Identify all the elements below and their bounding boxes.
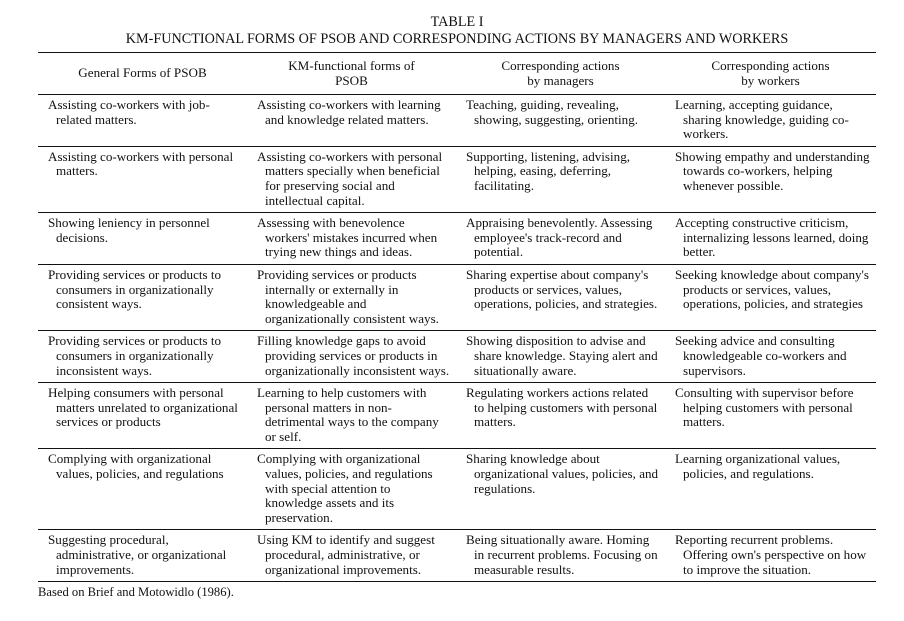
table-cell: Assisting co-workers with personal matters.: [38, 146, 247, 212]
table-cell: Teaching, guiding, revealing, showing, suggesting, orienting.: [456, 95, 665, 147]
table-cell: Helping consumers with personal matters unrelated to organizational services or products: [38, 383, 247, 449]
table-cell: Sharing expertise about company's products or services, values, operations, policies, and strategies.: [456, 264, 665, 330]
table-label: TABLE I: [430, 14, 484, 30]
table-cell: Supporting, listening, advising, helping, easing, deferring, facilitating.: [456, 146, 665, 212]
table-cell: Showing disposition to advise and share knowledge. Staying alert and situationally aware.: [456, 331, 665, 383]
table-cell: Suggesting procedural, administrative, or organizational improvements.: [38, 530, 247, 582]
table-cell: Providing services or products to consumers in organizationally inconsistent ways.: [38, 331, 247, 383]
table-row: [38, 383, 876, 449]
table-cell: Reporting recurrent problems. Offering own's perspective on how to improve the situation.: [665, 530, 876, 582]
table-row: [38, 449, 876, 530]
header-general-forms: General Forms of PSOB: [38, 53, 247, 95]
table-cell: Sharing knowledge about organizational values, policies, and regulations.: [456, 449, 665, 530]
table-cell: Seeking knowledge about company's products or services, values, operations, policies, and strategies: [665, 264, 876, 330]
table-cell: Assisting co-workers with learning and knowledge related matters.: [247, 95, 456, 147]
table-cell: Showing empathy and understanding towards co-workers, helping whenever possible.: [665, 146, 876, 212]
table-row: [38, 331, 876, 383]
table-footnote: Based on Brief and Motowidlo (1986).: [38, 585, 234, 599]
table-cell: Assisting co-workers with job-related matters.: [38, 95, 247, 147]
header-km-functional-forms: KM-functional forms of PSOB: [247, 53, 456, 95]
header-actions-managers: Corresponding actions by managers: [456, 53, 665, 95]
table-caption: [38, 14, 876, 48]
table-cell: Learning organizational values, policies, and regulations.: [665, 449, 876, 530]
table-cell: Learning to help customers with personal matters in non-detrimental ways to the company or self.: [247, 383, 456, 449]
table-row: [38, 95, 876, 147]
table-cell: Regulating workers actions related to helping customers with personal matters.: [456, 383, 665, 449]
table-cell: Appraising benevolently. Assessing employee's track-record and potential.: [456, 213, 665, 265]
table-row: [38, 530, 876, 582]
table-cell: Seeking advice and consulting knowledgeable co-workers and supervisors.: [665, 331, 876, 383]
table-cell: Accepting constructive criticism, internalizing lessons learned, doing better.: [665, 213, 876, 265]
table-cell: Learning, accepting guidance, sharing knowledge, guiding co-workers.: [665, 95, 876, 147]
table-cell: Providing services or products internally or externally in knowledgeable and organizationally consistent ways.: [247, 264, 456, 330]
table-cell: Filling knowledge gaps to avoid providing services or products in organizationally inconsistent ways.: [247, 331, 456, 383]
table-cell: Consulting with supervisor before helping customers with personal matters.: [665, 383, 876, 449]
table-title: KM-FUNCTIONAL FORMS OF PSOB AND CORRESPONDING ACTIONS BY MANAGERS AND WORKERS: [125, 31, 789, 47]
table-cell: Using KM to identify and suggest procedural, administrative, or organizational improvements.: [247, 530, 456, 582]
table-cell: Complying with organizational values, policies, and regulations: [38, 449, 247, 530]
table-cell: Assisting co-workers with personal matters specially when beneficial for preserving social and intellectual capital.: [247, 146, 456, 212]
table-cell: Complying with organizational values, policies, and regulations with special attention to knowledge assets and its preservation.: [247, 449, 456, 530]
table-row: [38, 213, 876, 265]
table-cell: Assessing with benevolence workers' mistakes incurred when trying new things and ideas.: [247, 213, 456, 265]
table-cell: Showing leniency in personnel decisions.: [38, 213, 247, 265]
table-cell: Providing services or products to consumers in organizationally consistent ways.: [38, 264, 247, 330]
table-row: [38, 264, 876, 330]
header-actions-workers: Corresponding actions by workers: [665, 53, 876, 95]
table-header-row: [38, 53, 876, 95]
psob-table: [38, 52, 876, 582]
table-row: [38, 146, 876, 212]
table-cell: Being situationally aware. Homing in recurrent problems. Focusing on measurable results.: [456, 530, 665, 582]
